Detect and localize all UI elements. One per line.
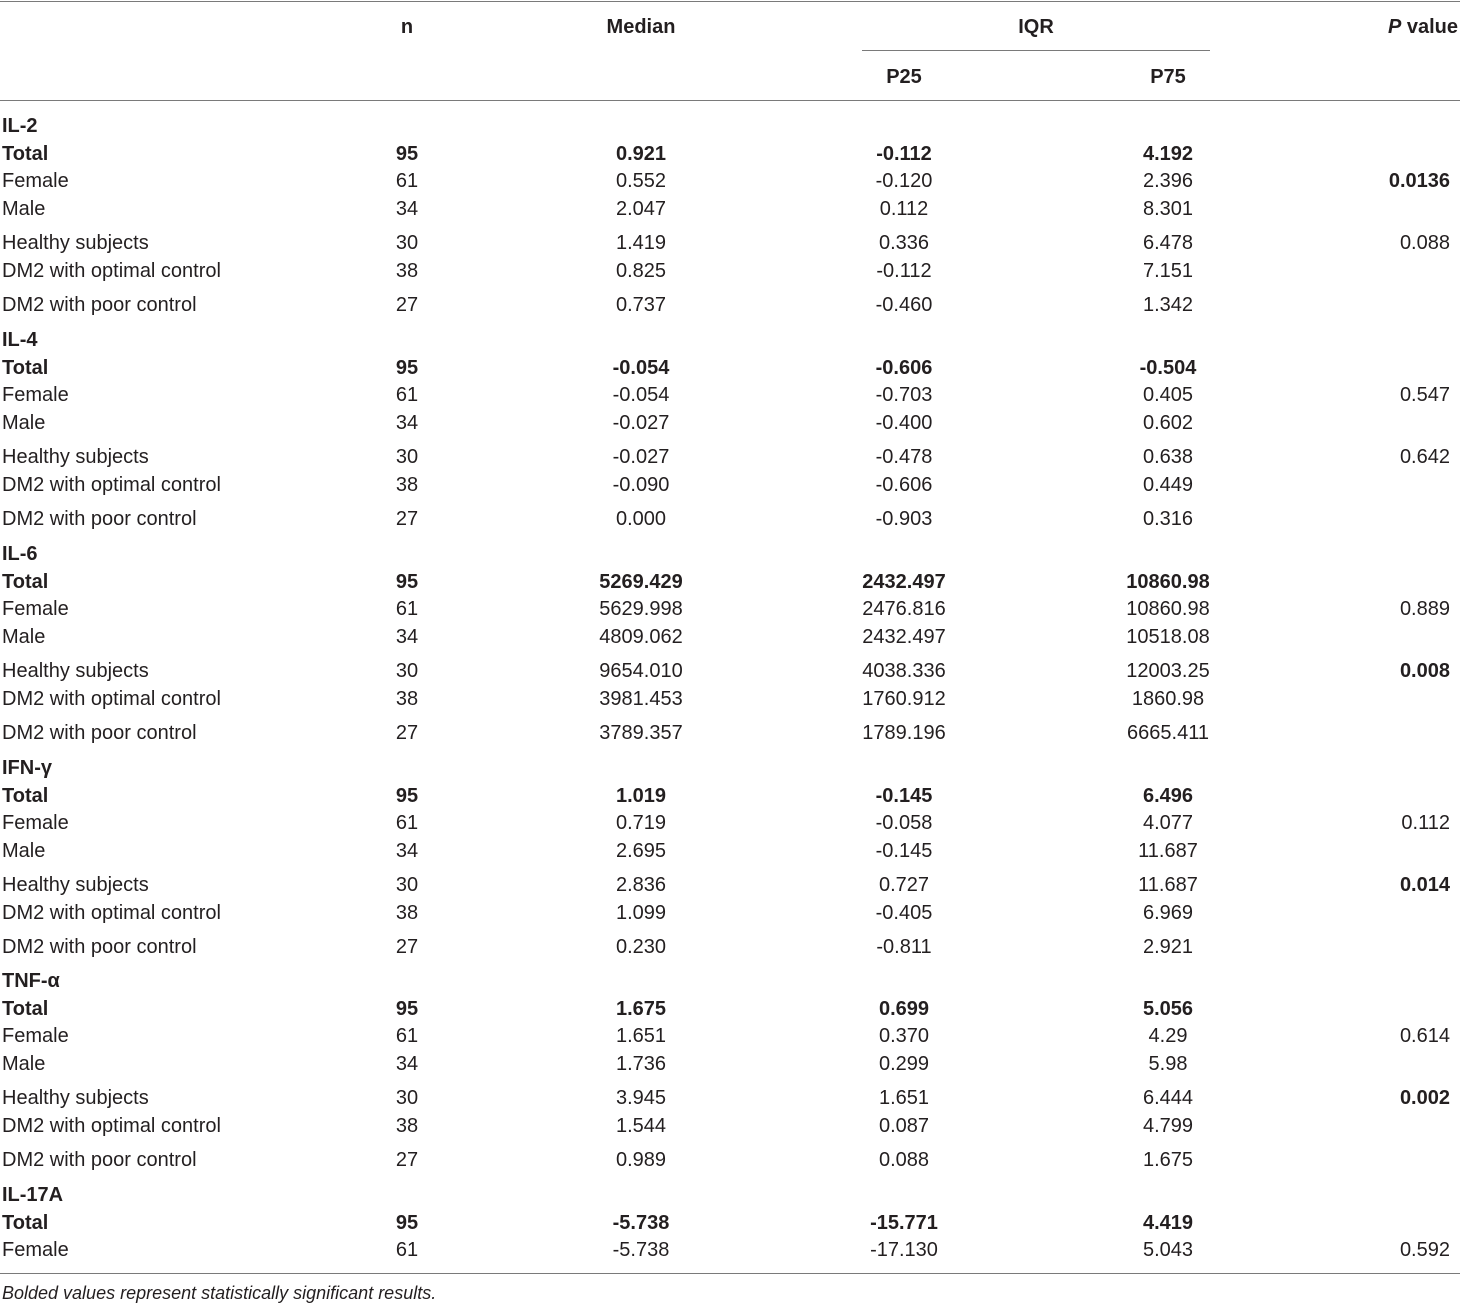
section-title [0, 756, 1460, 780]
row-label: Female [2, 384, 69, 406]
section-title [0, 328, 1460, 352]
row-label: DM2 with optimal control [2, 474, 221, 496]
cell-n: 95 [395, 998, 419, 1020]
cell-median: 5629.998 [599, 598, 683, 620]
row-label: Total [2, 357, 49, 379]
cell-median: 2.695 [615, 840, 667, 862]
table-row [0, 411, 1460, 435]
cell-median: 0.552 [615, 170, 667, 192]
row-label: Healthy subjects [2, 874, 149, 896]
table-row [0, 1086, 1460, 1110]
row-label: Total [2, 998, 49, 1020]
table-row [0, 293, 1460, 317]
table-row [0, 197, 1460, 221]
cell-median: -0.027 [612, 412, 670, 434]
table-row [0, 659, 1460, 683]
cell-p75: 6.496 [1142, 785, 1194, 807]
cell-n: 27 [395, 1149, 419, 1171]
cell-p25: -0.145 [875, 840, 933, 862]
row-label: Male [2, 840, 46, 862]
table-bottom-rule [0, 1273, 1460, 1274]
section-title [0, 1183, 1460, 1207]
cell-p75: 0.449 [1142, 474, 1194, 496]
cell-p-value: 0.614 [1399, 1025, 1450, 1047]
cell-n: 95 [395, 143, 419, 165]
cell-p75: 1.675 [1142, 1149, 1194, 1171]
cell-p75: 4.077 [1142, 812, 1194, 834]
section-title-text: TNF-α [2, 970, 60, 992]
cell-p75: 2.921 [1142, 936, 1194, 958]
cell-p25: -0.811 [876, 936, 932, 958]
table-row [0, 231, 1460, 255]
row-label: DM2 with poor control [2, 294, 197, 316]
cell-median: 0.825 [615, 260, 667, 282]
cell-n: 27 [395, 294, 419, 316]
row-label: DM2 with poor control [2, 508, 197, 530]
cell-n: 27 [395, 508, 419, 530]
cell-p25: -0.606 [875, 474, 933, 496]
cell-p25: 0.699 [878, 998, 930, 1020]
row-label: Healthy subjects [2, 660, 149, 682]
row-label: Healthy subjects [2, 232, 149, 254]
cell-n: 30 [395, 232, 419, 254]
table-row [0, 259, 1460, 283]
cell-p25: 1789.196 [862, 722, 946, 744]
row-label: Healthy subjects [2, 1087, 149, 1109]
cell-p25: 2476.816 [862, 598, 946, 620]
header-p-italic: P [1387, 16, 1402, 38]
cell-p75: 5.043 [1142, 1239, 1194, 1261]
cell-n: 61 [395, 1239, 419, 1261]
cell-n: 27 [395, 936, 419, 958]
cell-p25: -0.145 [875, 785, 933, 807]
cell-n: 34 [395, 626, 419, 648]
cell-p75: 4.192 [1142, 143, 1194, 165]
cell-p75: 7.151 [1142, 260, 1194, 282]
cell-p75: 8.301 [1142, 198, 1194, 220]
cell-p25: 0.087 [878, 1115, 930, 1137]
section-title-text: IL-2 [2, 115, 38, 137]
cell-p25: -0.058 [875, 812, 933, 834]
table-row [0, 1148, 1460, 1172]
cell-median: 0.921 [615, 143, 667, 165]
cell-p25: -0.112 [876, 143, 932, 165]
cell-p75: 6.444 [1142, 1087, 1194, 1109]
table-row [0, 507, 1460, 531]
cell-p-value: 0.592 [1399, 1239, 1450, 1261]
row-label: DM2 with poor control [2, 936, 197, 958]
cell-p25: 0.088 [878, 1149, 930, 1171]
row-label: DM2 with optimal control [2, 260, 221, 282]
cell-p25: 2432.497 [862, 626, 946, 648]
cell-p25: -0.703 [875, 384, 933, 406]
cell-n: 95 [395, 785, 419, 807]
row-label: Male [2, 198, 46, 220]
section-title-text: IL-4 [2, 329, 38, 351]
cell-median: -0.090 [612, 474, 670, 496]
cell-n: 34 [395, 840, 419, 862]
cell-p25: 0.336 [878, 232, 930, 254]
cell-n: 38 [395, 1115, 419, 1137]
cell-median: 1.544 [615, 1115, 667, 1137]
cell-p75: 2.396 [1142, 170, 1194, 192]
cell-p25: 0.727 [878, 874, 930, 896]
cell-p-value: 0.889 [1399, 598, 1450, 620]
cell-p-value: 0.642 [1399, 446, 1450, 468]
cell-n: 61 [395, 598, 419, 620]
table-row [0, 873, 1460, 897]
cell-p25: -0.120 [875, 170, 933, 192]
cell-p-value: 0.112 [1401, 812, 1450, 834]
row-label: Total [2, 1212, 49, 1234]
row-label: DM2 with optimal control [2, 902, 221, 924]
cell-n: 34 [395, 198, 419, 220]
cell-p25: -0.606 [875, 357, 933, 379]
row-label: Female [2, 812, 69, 834]
cell-p25: 0.112 [879, 198, 929, 220]
table-row [0, 784, 1460, 808]
cell-median: 3789.357 [599, 722, 683, 744]
cell-p-value: 0.002 [1399, 1087, 1450, 1109]
cell-n: 61 [395, 170, 419, 192]
cell-p75: 5.056 [1142, 998, 1194, 1020]
table-row [0, 445, 1460, 469]
cell-n: 95 [395, 1212, 419, 1234]
row-label: Male [2, 626, 46, 648]
section-title [0, 114, 1460, 138]
cell-p75: 1860.98 [1131, 688, 1205, 710]
cell-p75: 11.687 [1138, 840, 1198, 862]
cell-median: 1.099 [615, 902, 667, 924]
cell-p75: 11.687 [1138, 874, 1198, 896]
table-row [0, 811, 1460, 835]
cell-p75: 4.419 [1142, 1212, 1194, 1234]
table-row [0, 935, 1460, 959]
cell-n: 34 [395, 1053, 419, 1075]
cell-median: 1.651 [615, 1025, 667, 1047]
cell-p75: 0.638 [1142, 446, 1194, 468]
cell-median: 0.737 [615, 294, 667, 316]
cell-p75: 4.29 [1148, 1025, 1188, 1047]
row-label: Male [2, 1053, 46, 1075]
header-p-rest: value [1401, 16, 1458, 38]
cell-p75: 12003.25 [1126, 660, 1210, 682]
row-label: Total [2, 143, 49, 165]
cell-median: -0.027 [612, 446, 670, 468]
header-iqr: IQR [1018, 16, 1054, 38]
row-label: Total [2, 571, 49, 593]
row-label: Healthy subjects [2, 446, 149, 468]
table-footnote: Bolded values represent statistically significant results. [2, 1283, 437, 1303]
table-row [0, 625, 1460, 649]
cell-median: 2.047 [615, 198, 667, 220]
cell-median: 1.675 [615, 998, 667, 1020]
table-row [0, 570, 1460, 594]
table-row [0, 383, 1460, 407]
header-p25: P25 [886, 66, 922, 88]
cell-n: 95 [395, 571, 419, 593]
table-row [0, 1024, 1460, 1048]
table-row [0, 473, 1460, 497]
cell-p25: -0.903 [875, 508, 933, 530]
row-label: Male [2, 412, 46, 434]
cell-p-value: 0.088 [1399, 232, 1450, 254]
cell-median: 0.230 [615, 936, 667, 958]
cell-median: 2.836 [615, 874, 667, 896]
cell-p25: -0.460 [875, 294, 933, 316]
table-row [0, 997, 1460, 1021]
cell-p25: -0.478 [875, 446, 933, 468]
cell-p25: -17.130 [870, 1239, 938, 1261]
cell-median: 1.736 [615, 1053, 667, 1075]
cell-p-value: 0.547 [1399, 384, 1450, 406]
table-row [0, 687, 1460, 711]
row-label: Total [2, 785, 49, 807]
header-n: n [400, 16, 414, 38]
table-row [0, 356, 1460, 380]
table-row [0, 839, 1460, 863]
cell-median: 9654.010 [599, 660, 683, 682]
cell-p75: 10860.98 [1126, 598, 1210, 620]
header-median: Median [606, 16, 676, 38]
section-title-text: IL-17A [2, 1184, 64, 1206]
cell-median: 1.419 [615, 232, 667, 254]
cell-n: 38 [395, 688, 419, 710]
cell-p-value: 0.014 [1399, 874, 1450, 896]
cell-median: -5.738 [612, 1212, 670, 1234]
cell-median: 5269.429 [599, 571, 683, 593]
row-label: DM2 with poor control [2, 722, 197, 744]
cell-median: 3.945 [615, 1087, 667, 1109]
cell-p75: 10518.08 [1126, 626, 1210, 648]
header-p75: P75 [1150, 66, 1186, 88]
table-row [0, 1114, 1460, 1138]
table-row [0, 142, 1460, 166]
cell-n: 30 [395, 660, 419, 682]
table-row [0, 901, 1460, 925]
section-title-text: IL-6 [2, 543, 38, 565]
cell-median: 0.000 [615, 508, 667, 530]
table-row [0, 1052, 1460, 1076]
cell-n: 38 [395, 902, 419, 924]
cell-p75: 0.316 [1142, 508, 1194, 530]
row-label: DM2 with poor control [2, 1149, 197, 1171]
cell-n: 30 [395, 874, 419, 896]
section-title [0, 542, 1460, 566]
cell-n: 38 [395, 260, 419, 282]
cell-median: 1.019 [615, 785, 667, 807]
cell-p25: 0.299 [878, 1053, 930, 1075]
cell-p25: 2432.497 [862, 571, 946, 593]
cell-p25: -0.400 [875, 412, 933, 434]
table-row [0, 169, 1460, 193]
cell-p75: 6.969 [1142, 902, 1194, 924]
cell-p-value: 0.008 [1399, 660, 1450, 682]
cell-p-value: 0.0136 [1388, 170, 1450, 192]
cell-n: 38 [395, 474, 419, 496]
cell-p75: -0.504 [1139, 357, 1197, 379]
cell-p75: 4.799 [1142, 1115, 1194, 1137]
cell-median: 4809.062 [599, 626, 683, 648]
row-label: Female [2, 1239, 69, 1261]
section-title-text: IFN-γ [2, 757, 52, 779]
table-row [0, 597, 1460, 621]
cell-p75: 10860.98 [1126, 571, 1210, 593]
cell-p25: -15.771 [870, 1212, 938, 1234]
cell-p75: 0.405 [1142, 384, 1194, 406]
cell-n: 27 [395, 722, 419, 744]
cell-n: 61 [395, 384, 419, 406]
cell-n: 34 [395, 412, 419, 434]
row-label: DM2 with optimal control [2, 1115, 221, 1137]
table-row [0, 1211, 1460, 1235]
cell-p25: 4038.336 [862, 660, 946, 682]
cell-p75: 6.478 [1142, 232, 1194, 254]
cell-median: -5.738 [612, 1239, 670, 1261]
row-label: Female [2, 170, 69, 192]
section-title [0, 969, 1460, 993]
cell-median: 3981.453 [599, 688, 683, 710]
cell-p25: 1760.912 [862, 688, 946, 710]
row-label: Female [2, 598, 69, 620]
cell-p25: -0.112 [876, 260, 932, 282]
cell-n: 61 [395, 1025, 419, 1047]
cell-n: 30 [395, 446, 419, 468]
cell-median: -0.054 [612, 357, 670, 379]
cell-median: 0.989 [615, 1149, 667, 1171]
row-label: Female [2, 1025, 69, 1047]
cell-median: 0.719 [615, 812, 667, 834]
table-row [0, 1238, 1460, 1262]
cell-p75: 0.602 [1142, 412, 1194, 434]
cell-p75: 5.98 [1148, 1053, 1188, 1075]
cell-p25: 0.370 [878, 1025, 930, 1047]
cell-median: -0.054 [612, 384, 670, 406]
cell-p25: 1.651 [878, 1087, 930, 1109]
table-row [0, 721, 1460, 745]
cell-n: 95 [395, 357, 419, 379]
cell-p75: 6665.411 [1127, 722, 1209, 744]
row-label: DM2 with optimal control [2, 688, 221, 710]
cell-p25: -0.405 [875, 902, 933, 924]
cell-p75: 1.342 [1142, 294, 1194, 316]
cell-n: 61 [395, 812, 419, 834]
cell-n: 30 [395, 1087, 419, 1109]
